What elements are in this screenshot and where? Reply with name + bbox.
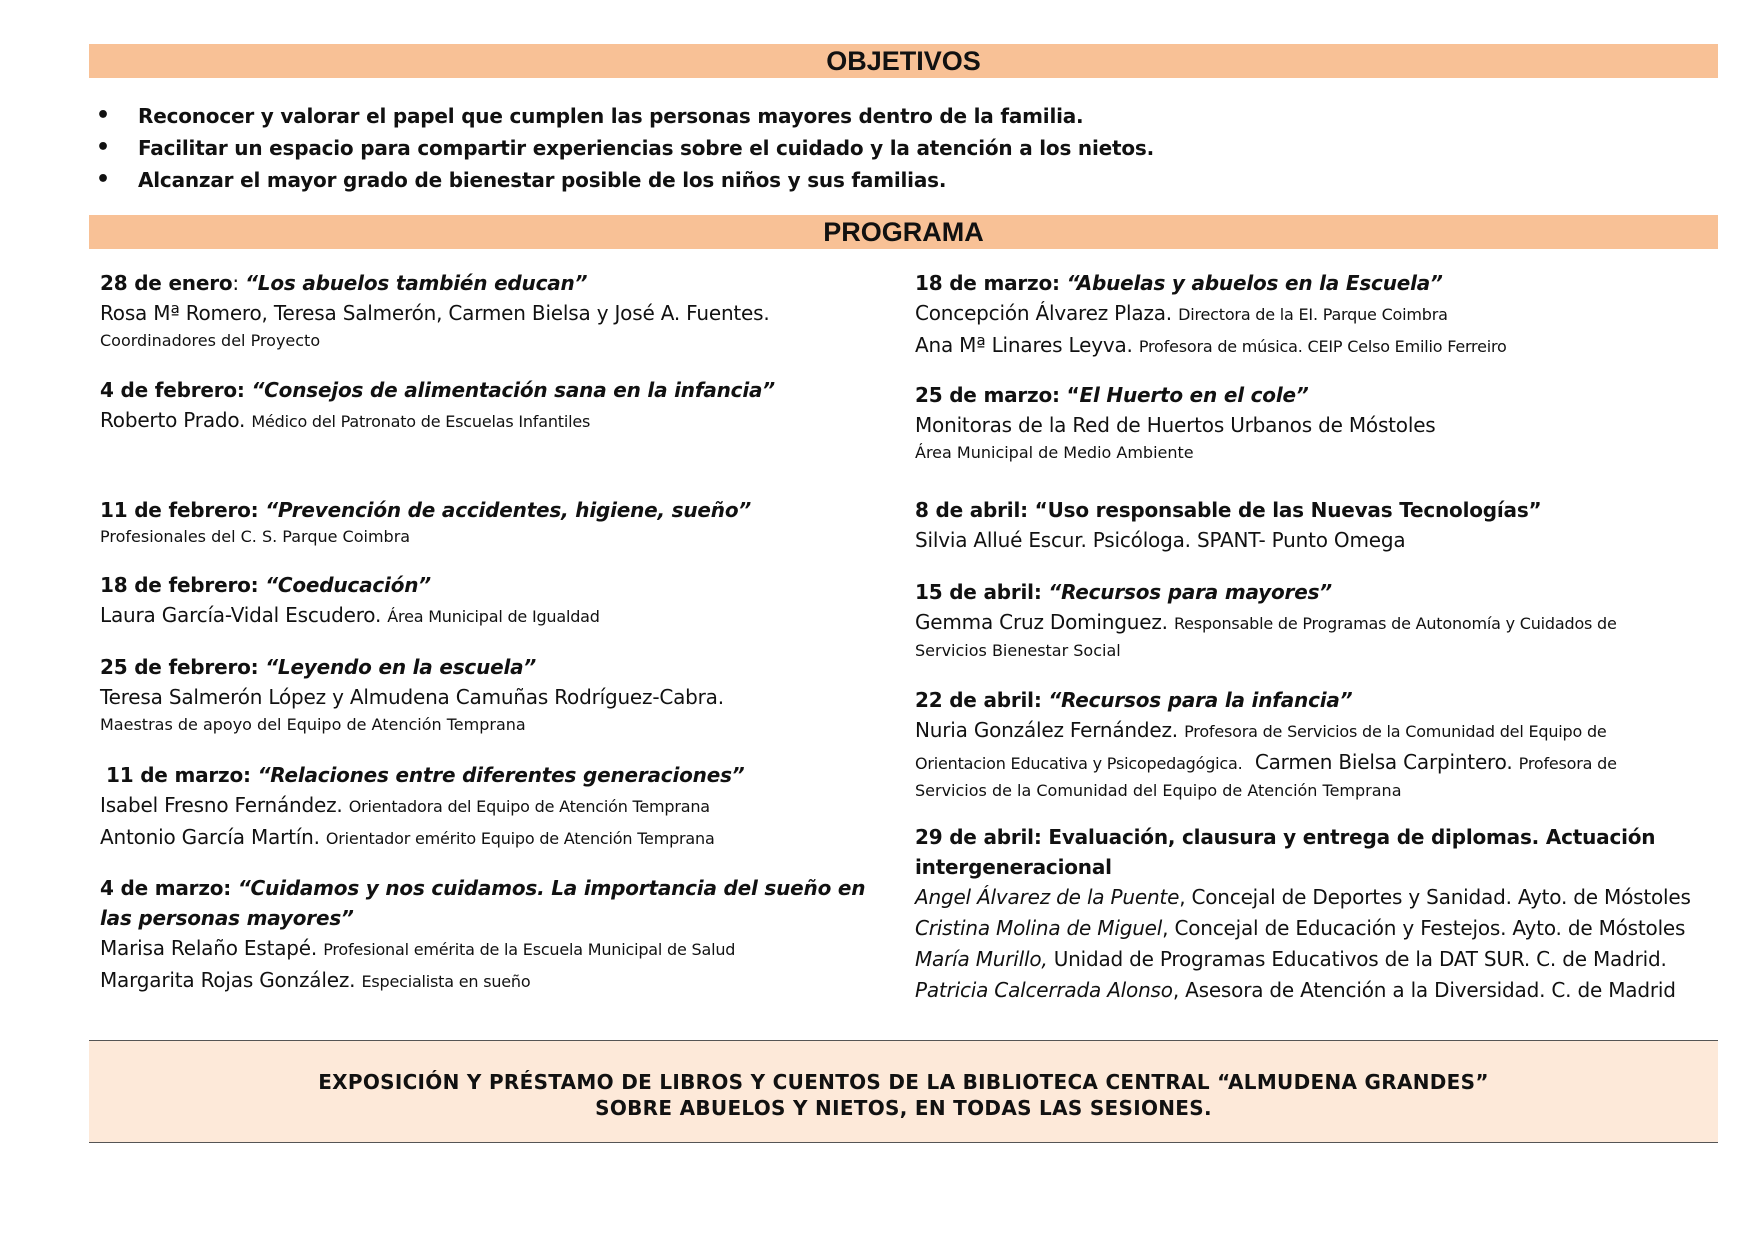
speaker-name: Ana Mª Linares Leyva. (915, 333, 1133, 357)
list-item: • Facilitar un espacio para compartir experiencias sobre el cuidado y la atención a los nietos. (96, 132, 1154, 164)
list-item: • Alcanzar el mayor grado de bienestar posible de los niños y sus familias. (96, 164, 1154, 196)
speaker-line (100, 790, 890, 822)
session-date: 18 de febrero: (100, 573, 259, 597)
speaker-name: Margarita Rojas González. (100, 968, 356, 992)
speaker-line (100, 822, 890, 854)
speaker-role: , Asesora de Atención a la Diversidad. C. de Madrid (1172, 978, 1676, 1002)
speaker-line (915, 607, 1695, 639)
session-entry: 28 de enero: “Los abuelos también educan” Rosa Mª Romero, Teresa Salmerón, Carmen Bielsa y José A. Fuentes. Coordinadores del Proyecto (100, 268, 890, 353)
speaker-role: Médico del Patronato de Escuelas Infantiles (251, 412, 591, 431)
speaker-line (915, 715, 1695, 747)
programa-heading: PROGRAMA (89, 215, 1718, 249)
session-entry (100, 873, 890, 997)
speaker-role: Orientacion Educativa y Psicopedagógica. (915, 754, 1243, 773)
session-entry (100, 495, 890, 549)
library-notice-line: EXPOSICIÓN Y PRÉSTAMO DE LIBROS Y CUENTOS DE LA BIBLIOTECA CENTRAL “ALMUDENA GRANDES” (318, 1070, 1489, 1094)
session-date: 11 de marzo: (106, 763, 251, 787)
speaker-note: Área Municipal de Medio Ambiente (915, 443, 1194, 462)
speaker-name: Gemma Cruz Dominguez. (915, 610, 1168, 634)
session-entry (100, 760, 890, 854)
speaker-name: Isabel Fresno Fernández. (100, 793, 343, 817)
speaker-name: Nuria González Fernández. (915, 718, 1178, 742)
speaker-name: Teresa Salmerón López y Almudena Camuñas Rodríguez-Cabra. (100, 685, 724, 709)
speaker-line (100, 965, 890, 997)
speaker-line (915, 975, 1695, 1006)
speaker-name: Rosa Mª Romero, Teresa Salmerón, Carmen Bielsa y José A. Fuentes. (100, 301, 770, 325)
speaker-line (100, 933, 890, 965)
session-title: “Abuelas y abuelos en la Escuela” (1066, 271, 1443, 295)
speaker-role: , Concejal de Educación y Festejos. Ayto. de Móstoles (1162, 916, 1686, 940)
library-notice (89, 1040, 1718, 1143)
session-entry (100, 652, 890, 737)
session-entry (915, 685, 1695, 803)
speaker-line (100, 600, 890, 632)
session-title: “Consejos de alimentación sana en la infancia” (251, 378, 775, 402)
speaker-note: Coordinadores del Proyecto (100, 331, 321, 350)
speaker-name: Concepción Álvarez Plaza. (915, 301, 1172, 325)
speaker-role: Profesora de música. CEIP Celso Emilio Ferreiro (1138, 337, 1507, 356)
session-date: 4 de marzo: (100, 876, 232, 900)
speaker-name: Laura García-Vidal Escudero. (100, 603, 382, 627)
speaker-line (915, 747, 1695, 779)
session-title: “Los abuelos también educan” (245, 271, 588, 295)
speaker-role: Responsable de Programas de Autonomía y Cuidados de (1173, 614, 1617, 633)
session-title: El Huerto en el cole” (1079, 383, 1309, 407)
speaker-role: , Concejal de Deportes y Sanidad. Ayto. de Móstoles (1179, 885, 1691, 909)
speaker-name: Monitoras de la Red de Huertos Urbanos de Móstoles (915, 413, 1436, 437)
speaker-note: Profesionales del C. S. Parque Coimbra (100, 527, 411, 546)
session-entry (100, 375, 890, 437)
speaker-note: Servicios de la Comunidad del Equipo de Atención Temprana (915, 781, 1402, 800)
objetivos-heading: OBJETIVOS (89, 44, 1718, 78)
speaker-name: Antonio García Martín. (100, 825, 320, 849)
speaker-name: Roberto Prado. (100, 408, 246, 432)
speaker-note: Maestras de apoyo del Equipo de Atención Temprana (100, 715, 526, 734)
speaker-line (100, 298, 890, 329)
speaker-name: María Murillo, (915, 947, 1048, 971)
speaker-role: Profesional emérita de la Escuela Municipal de Salud (323, 940, 736, 959)
session-date: 15 de abril: (915, 580, 1042, 604)
objetivos-list (96, 100, 1154, 196)
session-entry (915, 268, 1695, 362)
session-title: “Coeducación” (265, 573, 431, 597)
speaker-line (100, 405, 890, 437)
speaker-role: Profesora de (1518, 754, 1617, 773)
session-date: 29 de abril: Evaluación, clausura y entrega de diplomas. Actuación intergeneracional (915, 825, 1656, 879)
speaker-name: Patricia Calcerrada Alonso (915, 978, 1173, 1002)
session-entry (915, 822, 1695, 1006)
session-title: “Cuidamos y nos cuidamos. La importancia del sueño en las personas mayores” (100, 876, 866, 930)
session-date: 11 de febrero: (100, 498, 259, 522)
speaker-role: Orientadora del Equipo de Atención Temprana (348, 797, 710, 816)
session-title: “Recursos para la infancia” (1048, 688, 1353, 712)
speaker-line (915, 525, 1695, 556)
library-notice-line: SOBRE ABUELOS Y NIETOS, EN TODAS LAS SESIONES. (595, 1096, 1212, 1120)
speaker-line (915, 330, 1695, 362)
speaker-line (915, 410, 1695, 441)
speaker-name: Marisa Relaño Estapé. (100, 936, 318, 960)
session-entry (915, 495, 1695, 556)
session-date: 22 de abril: (915, 688, 1042, 712)
session-entry (915, 577, 1695, 663)
speaker-line (915, 944, 1695, 975)
list-item: • Reconocer y valorar el papel que cumplen las personas mayores dentro de la familia. (96, 100, 1154, 132)
speaker-line (915, 298, 1695, 330)
session-entry (915, 380, 1695, 465)
speaker-note: Servicios Bienestar Social (915, 641, 1121, 660)
speaker-line (915, 913, 1695, 944)
session-title: “Leyendo en la escuela” (265, 655, 537, 679)
speaker-role: Unidad de Programas Educativos de la DAT SUR. C. de Madrid. (1047, 947, 1667, 971)
session-date: 28 de enero (100, 271, 233, 295)
session-date: 4 de febrero: (100, 378, 245, 402)
speaker-role: Especialista en sueño (361, 972, 531, 991)
speaker-role: Directora de la EI. Parque Coimbra (1178, 305, 1448, 324)
session-title: “Recursos para mayores” (1048, 580, 1332, 604)
speaker-name: Angel Álvarez de la Puente (915, 885, 1180, 909)
session-date: 18 de marzo: (915, 271, 1060, 295)
speaker-role: Área Municipal de Igualdad (387, 607, 600, 626)
session-date: 25 de marzo: “ (915, 383, 1080, 407)
session-entry (100, 570, 890, 632)
session-title: “Relaciones entre diferentes generaciones” (257, 763, 745, 787)
session-date: 25 de febrero: (100, 655, 259, 679)
session-title: “Prevención de accidentes, higiene, sueño” (265, 498, 752, 522)
speaker-name: Carmen Bielsa Carpintero. (1254, 750, 1513, 774)
speaker-role: Orientador emérito Equipo de Atención Temprana (325, 829, 715, 848)
session-date: 8 de abril: “Uso responsable de las Nuevas Tecnologías” (915, 498, 1542, 522)
speaker-name: Silvia Allué Escur. Psicóloga. SPANT- Punto Omega (915, 528, 1406, 552)
speaker-line (915, 882, 1695, 913)
speaker-name: Cristina Molina de Miguel (915, 916, 1163, 940)
speaker-line (100, 682, 890, 713)
speaker-role: Profesora de Servicios de la Comunidad del Equipo de (1184, 722, 1607, 741)
